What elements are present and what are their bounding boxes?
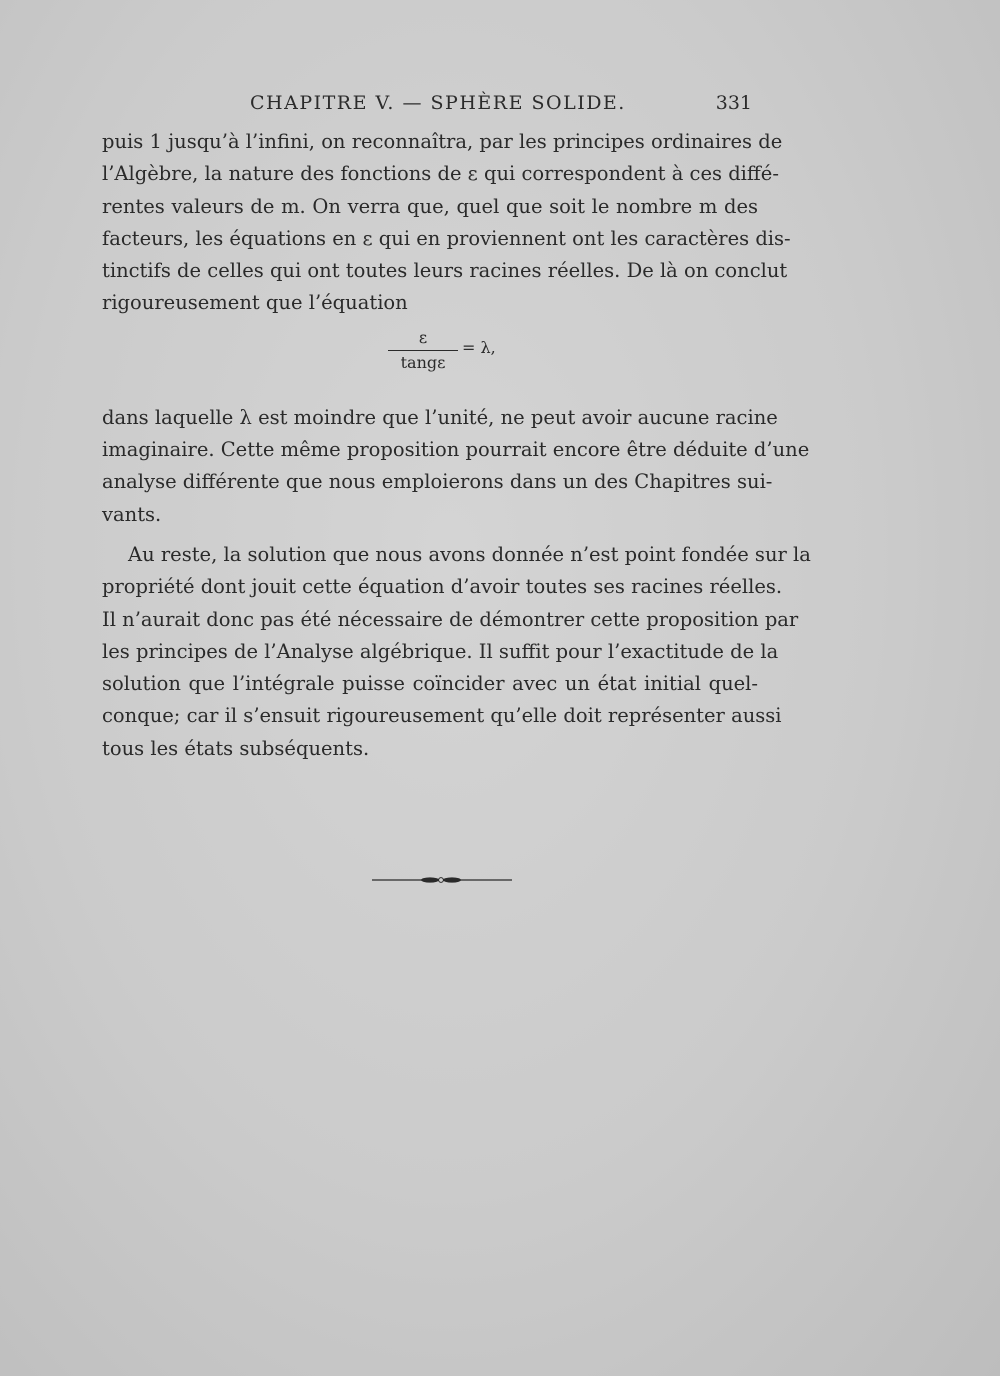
fraction-denominator: tangε <box>400 352 446 372</box>
text-line: les principes de l’Analyse algébrique. Il suffit pour l’exactitude de la <box>102 639 779 663</box>
text-line: tinctifs de celles qui ont toutes leurs racines réelles. De là on conclut <box>102 259 788 283</box>
text-line: imaginaire. Cette même proposition pourrait encore être déduite d’une <box>102 438 810 462</box>
text-line: Il n’aurait donc pas été nécessaire de démontrer cette proposition par <box>102 607 799 631</box>
equation-rhs: = λ, <box>462 337 496 357</box>
fraction-numerator: ε <box>388 328 458 351</box>
text-line: l’Algèbre, la nature des fonctions de ε qui correspondent à ces diffé- <box>102 162 779 186</box>
paragraph-2 <box>102 402 810 531</box>
text-line: rentes valeurs de m. On verra que, quel que soit le nombre m des <box>102 194 758 218</box>
text-line: solution que l’intégrale puisse coïncider avec un état initial quel- <box>102 672 758 696</box>
text-line: analyse différente que nous emploierons dans un des Chapitres sui- <box>102 470 773 494</box>
paragraph-3 <box>102 539 811 765</box>
text-line: dans laquelle λ est moindre que l’unité, ne peut avoir aucune racine <box>102 405 778 429</box>
paragraph-1 <box>102 126 791 320</box>
text-line: puis 1 jusqu’à l’infini, on reconnaîtra, par les principes ordinaires de <box>102 130 783 153</box>
text-line: rigoureusement que l’équation <box>102 291 408 315</box>
running-head <box>100 88 760 124</box>
text-line: propriété dont jouit cette équation d’avoir toutes ses racines réelles. <box>102 575 783 599</box>
fraction <box>388 328 458 373</box>
body-text <box>102 126 811 765</box>
ornament-divider <box>372 872 512 888</box>
text-line: facteurs, les équations en ε qui en proviennent ont les caractères dis- <box>102 226 791 250</box>
text-line: vants. <box>102 502 162 526</box>
text-line: conque; car il s’ensuit rigoureusement qu’elle doit représenter aussi <box>102 704 782 728</box>
equation <box>102 320 758 402</box>
page-number: 331 <box>715 92 752 114</box>
text-line: Au reste, la solution que nous avons donnée n’est point fondée sur la <box>128 542 811 566</box>
chapter-title: CHAPITRE V. — SPHÈRE SOLIDE. <box>250 92 626 114</box>
text-line: tous les états subséquents. <box>102 736 370 760</box>
